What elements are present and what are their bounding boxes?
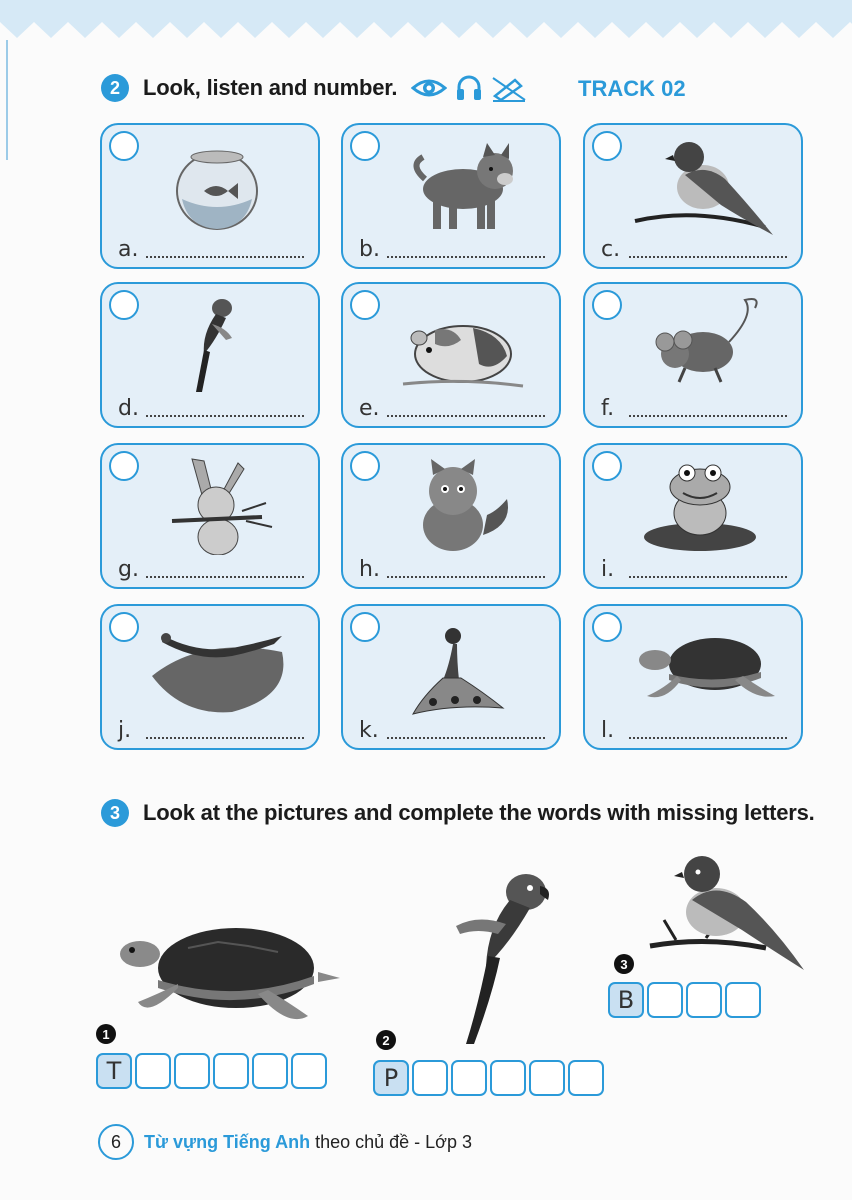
- answer-line[interactable]: [629, 576, 787, 578]
- letter-box[interactable]: [291, 1053, 327, 1089]
- letter-box[interactable]: [529, 1060, 565, 1096]
- book-title-rest: theo chủ đề - Lớp 3: [310, 1131, 472, 1152]
- headphones-icon: [455, 74, 483, 102]
- number-answer-circle[interactable]: [109, 290, 139, 320]
- picture-card-peacock: [341, 604, 561, 750]
- number-answer-circle[interactable]: [592, 290, 622, 320]
- answer-line[interactable]: [146, 415, 304, 417]
- card-letter: e.: [359, 396, 380, 421]
- card-letter: k.: [359, 718, 379, 743]
- picture-card-frog: [583, 443, 803, 589]
- item-3-number: 3: [614, 954, 634, 974]
- letter-box[interactable]: [725, 982, 761, 1018]
- letter-box[interactable]: [174, 1053, 210, 1089]
- answer-line[interactable]: [146, 737, 304, 739]
- pencil-icon: [491, 74, 527, 102]
- card-letter: i.: [601, 557, 615, 582]
- exercise-3-title: Look at the pictures and complete the words with missing letters.: [143, 800, 815, 825]
- page-footer: [98, 1124, 472, 1160]
- answer-boxes-3: [608, 982, 761, 1018]
- picture-card-goldfish-bowl: [100, 123, 320, 269]
- number-answer-circle[interactable]: [350, 131, 380, 161]
- picture-card-lizard: [100, 604, 320, 750]
- bird-picture: [625, 135, 775, 235]
- number-answer-circle[interactable]: [109, 612, 139, 642]
- exercise-2-number: 2: [101, 74, 129, 102]
- parrot-picture: [142, 294, 292, 394]
- card-letter: h.: [359, 557, 380, 582]
- number-answer-circle[interactable]: [592, 612, 622, 642]
- picture-card-cat: [341, 443, 561, 589]
- exercise-2-title: Look, listen and number.: [143, 75, 398, 100]
- rabbit-picture: [142, 455, 292, 555]
- exercise-3-header: [101, 799, 815, 827]
- card-letter: l.: [601, 718, 615, 743]
- number-answer-circle[interactable]: [592, 451, 622, 481]
- bird-picture: [646, 850, 810, 972]
- number-answer-circle[interactable]: [350, 612, 380, 642]
- track-label: TRACK 02: [578, 76, 686, 101]
- number-answer-circle[interactable]: [350, 290, 380, 320]
- card-letter: b.: [359, 237, 380, 262]
- item-1-number: 1: [96, 1024, 116, 1044]
- page-number: 6: [98, 1124, 134, 1160]
- letter-box[interactable]: [686, 982, 722, 1018]
- number-answer-circle[interactable]: [350, 451, 380, 481]
- letter-box-given: T: [96, 1053, 132, 1089]
- picture-card-parrot: [100, 282, 320, 428]
- goldfish-bowl-picture: [142, 135, 292, 235]
- mouse-picture: [625, 294, 775, 394]
- letter-box[interactable]: [412, 1060, 448, 1096]
- exercise-2-header: [101, 74, 527, 102]
- picture-card-hamster: [341, 282, 561, 428]
- picture-card-turtle: [583, 604, 803, 750]
- letter-box[interactable]: [490, 1060, 526, 1096]
- answer-boxes-2: [373, 1060, 604, 1096]
- letter-box-given: P: [373, 1060, 409, 1096]
- answer-line[interactable]: [629, 737, 787, 739]
- answer-line[interactable]: [387, 576, 545, 578]
- left-margin-rule: [6, 40, 8, 160]
- letter-box[interactable]: [451, 1060, 487, 1096]
- activity-icons: [411, 74, 527, 102]
- answer-line[interactable]: [629, 256, 787, 258]
- answer-line[interactable]: [629, 415, 787, 417]
- picture-card-mouse: [583, 282, 803, 428]
- top-zigzag-border: [0, 0, 852, 40]
- parrot-picture: [448, 866, 558, 1046]
- picture-card-dog: [341, 123, 561, 269]
- letter-box-given: B: [608, 982, 644, 1018]
- card-letter: j.: [118, 718, 132, 743]
- answer-line[interactable]: [146, 576, 304, 578]
- number-answer-circle[interactable]: [109, 131, 139, 161]
- turtle-picture: [625, 616, 775, 716]
- frog-picture: [625, 455, 775, 555]
- number-answer-circle[interactable]: [592, 131, 622, 161]
- answer-line[interactable]: [387, 737, 545, 739]
- book-title-highlight: Từ vựng Tiếng Anh: [144, 1131, 311, 1152]
- peacock-picture: [383, 616, 533, 716]
- card-letter: g.: [118, 557, 139, 582]
- book-title: [144, 1132, 472, 1153]
- dog-picture: [383, 135, 533, 235]
- letter-box[interactable]: [135, 1053, 171, 1089]
- card-letter: a.: [118, 237, 139, 262]
- hamster-picture: [383, 294, 533, 394]
- number-answer-circle[interactable]: [109, 451, 139, 481]
- card-letter: f.: [601, 396, 615, 421]
- item-2-number: 2: [376, 1030, 396, 1050]
- card-letter: d.: [118, 396, 139, 421]
- exercise-3-number: 3: [101, 799, 129, 827]
- answer-line[interactable]: [146, 256, 304, 258]
- letter-box[interactable]: [252, 1053, 288, 1089]
- answer-boxes-1: [96, 1053, 327, 1089]
- lizard-picture: [142, 616, 292, 716]
- card-letter: c.: [601, 237, 621, 262]
- answer-line[interactable]: [387, 256, 545, 258]
- letter-box[interactable]: [213, 1053, 249, 1089]
- letter-box[interactable]: [647, 982, 683, 1018]
- answer-line[interactable]: [387, 415, 545, 417]
- picture-card-rabbit: [100, 443, 320, 589]
- letter-box[interactable]: [568, 1060, 604, 1096]
- picture-card-bird: [583, 123, 803, 269]
- turtle-picture: [118, 918, 342, 1030]
- eye-icon: [411, 76, 447, 100]
- cat-picture: [383, 455, 533, 555]
